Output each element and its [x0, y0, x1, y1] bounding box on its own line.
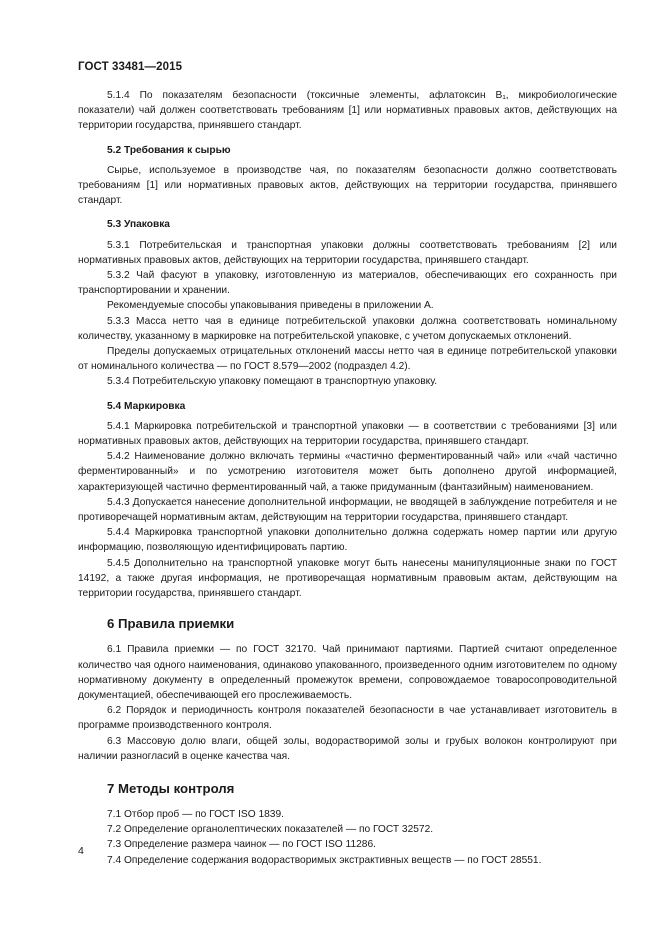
document-header: ГОСТ 33481—2015	[78, 61, 183, 73]
paragraph-6-1: 6.1 Правила приемки — по ГОСТ 32170. Чай принимают партиями. Партией считают определенное количество чая одного наименования, одинаково упакованного, произведенного одним изготовителем по одному нормативному документу в определенный промежуток времени, сопровождаемое товаросопроводительной документацией, обеспечивающей его прослеживаемость.	[78, 644, 617, 701]
paragraph-5-3-4: 5.3.4 Потребительскую упаковку помещают в транспортную упаковку.	[107, 376, 438, 388]
paragraph-6-3: 6.3 Массовую долю влаги, общей золы, водорастворимой золы и грубых волокон контролируют при наличии разногласий в оценке качества чая.	[78, 735, 617, 762]
document-body	[78, 88, 617, 868]
paragraph-7-3: 7.3 Определение размера чаинок — по ГОСТ ISO 11286.	[107, 839, 376, 851]
paragraph-5-3-2: 5.3.2 Чай фасуют в упаковку, изготовленную из материалов, обеспечивающих его сохранность при транспортировании и хранении.	[78, 270, 617, 297]
paragraph-7-1: 7.1 Отбор проб — по ГОСТ ISO 1839.	[107, 808, 284, 820]
paragraph-5-1-4: 5.1.4 По показателям безопасности (токсичные элементы, афлатоксин В₁, микробиологические показатели) чай должен соответствовать требованиям [1] или нормативных правовых актов, действующих на территории государства, принявшего стандарт.	[78, 90, 617, 132]
paragraph-7-4: 7.4 Определение содержания водорастворимых экстрактивных веществ — по ГОСТ 28551.	[107, 854, 542, 866]
paragraph-6-2: 6.2 Порядок и периодичность контроля показателей безопасности в чае устанавливает изготовитель в программе производственного контроля.	[78, 705, 617, 732]
heading-5-2: 5.2 Требования к сырью	[107, 144, 231, 156]
paragraph-5-4-3: 5.4.3 Допускается нанесение дополнительной информации, не вводящей в заблуждение потребителя и не противоречащей нормативным актам, действующим на территории государства, принявшего стандарт.	[78, 496, 617, 524]
paragraph-5-3-1: 5.3.1 Потребительская и транспортная упаковки должны соответствовать требованиям [2] или нормативных правовых актов, действующих на территории государства, принявшего стандарт.	[78, 239, 617, 266]
paragraph-7-2: 7.2 Определение органолептических показателей — по ГОСТ 32572.	[107, 824, 434, 836]
heading-5-3: 5.3 Упаковка	[107, 219, 170, 231]
paragraph-5-3-2-note: Рекомендуемые способы упаковывания приведены в приложении А.	[107, 300, 434, 312]
paragraph-5-3-3: 5.3.3 Масса нетто чая в единице потребительской упаковки должна соответствовать номинальному количеству, указанному в маркировке на потребительской упаковке, с учетом допускаемых отклонений.	[78, 315, 617, 342]
heading-section-6: 6 Правила приемки	[107, 616, 235, 632]
paragraph-5-2: Сырье, используемое в производстве чая, по показателям безопасности должно соответствовать требованиям [1] или нормативных правовых актов, действующих на территории государства, принявшего стандарт.	[78, 164, 617, 207]
page-number: 4	[78, 845, 84, 857]
paragraph-5-4-1: 5.4.1 Маркировка потребительской и транспортной упаковки — в соответствии с требованиями [3] или нормативных правовых актов, действующих на территории государства, принявшего стандарт.	[78, 420, 617, 448]
paragraph-5-3-3-limits: Пределы допускаемых отрицательных отклонений массы нетто чая в единице потребительской упаковки от номинального количества — по ГОСТ 8.579—2002 (подраздел 4.2).	[78, 346, 617, 373]
heading-5-4: 5.4 Маркировка	[107, 400, 186, 412]
paragraph-5-4-2: 5.4.2 Наименование должно включать термины «частично ферментированный чай» или «чай частично ферментированный» и по усмотрению изготовителя может быть дополнено другой информацией, характеризующей частично ферментированный чай, а также придуманным (фантазийным) наименованием.	[78, 451, 617, 493]
paragraph-5-4-5: 5.4.5 Дополнительно на транспортной упаковке могут быть нанесены манипуляционные знаки по ГОСТ 14192, а также другая информация, не противоречащая нормативным правовым актам, действующим на территории государства, принявшего стандарт.	[78, 557, 617, 600]
paragraph-5-4-4: 5.4.4 Маркировка транспортной упаковки дополнительно должна содержать номер партии или другую информацию, позволяющую идентифицировать партию.	[78, 527, 617, 554]
heading-section-7: 7 Методы контроля	[107, 780, 235, 796]
